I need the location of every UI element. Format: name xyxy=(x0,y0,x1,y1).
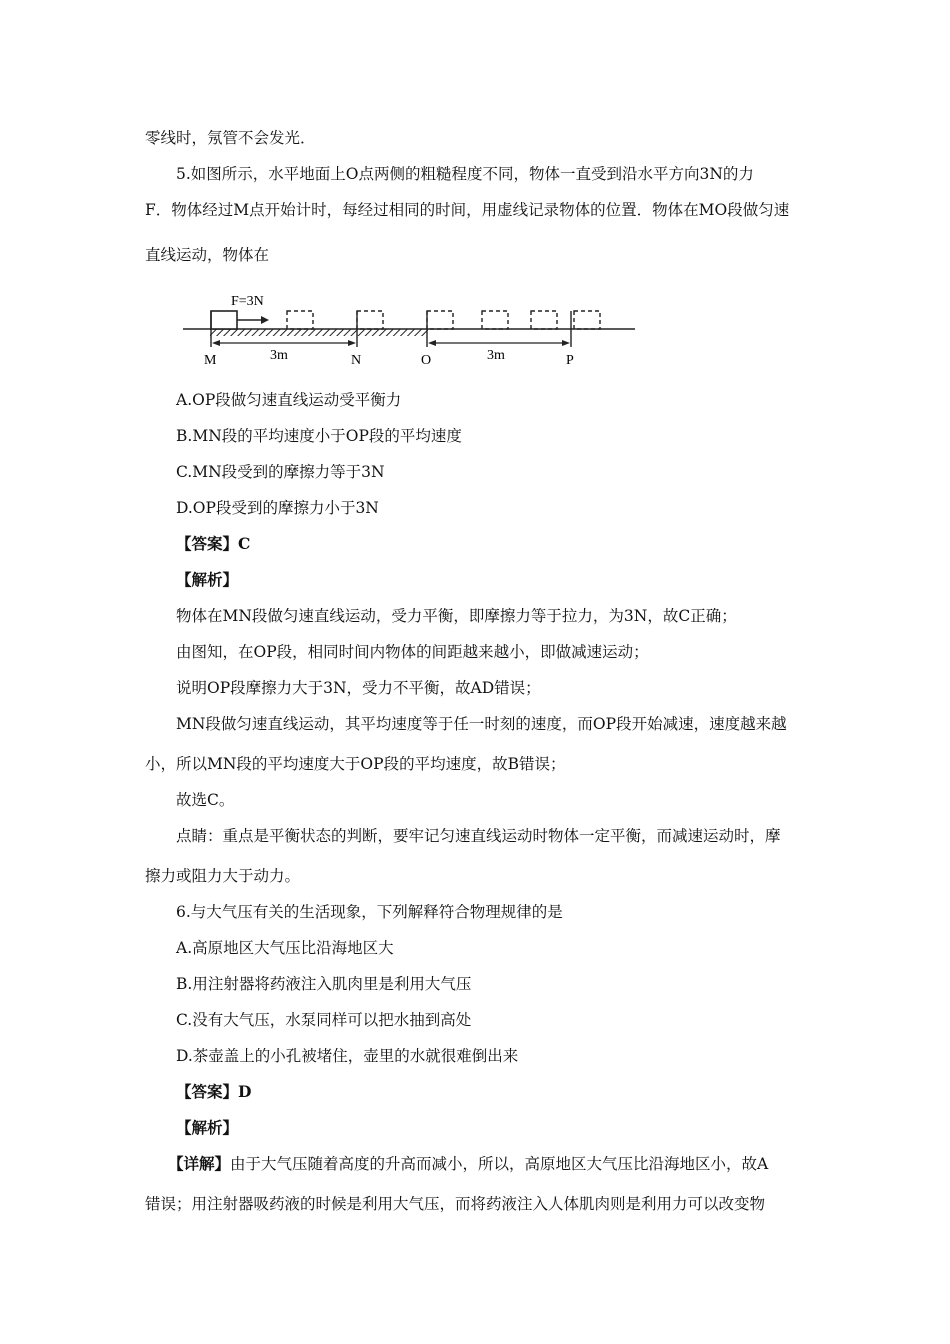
analysis-label: 【解析】 xyxy=(176,1118,239,1137)
force-label: F=3N xyxy=(231,294,264,309)
explanation-line: 物体在MN段做匀速直线运动，受力平衡，即摩擦力等于拉力，为3N，故C正确； xyxy=(176,607,737,625)
dashed-position xyxy=(482,311,508,329)
text-line: 零线时，氖管不会发光． xyxy=(145,129,316,147)
explanation-line: 小，所以MN段的平均速度大于OP段的平均速度，故B错误； xyxy=(145,755,566,773)
rough-surface xyxy=(210,329,428,336)
explanation-line: 错误；用注射器吸药液的时候是利用大气压，而将药液注入人体肌肉则是利用力可以改变物 xyxy=(145,1195,766,1213)
option-c: C.没有大气压，水泵同样可以把水抽到高处 xyxy=(176,1011,472,1029)
answer-label: 【答案】D xyxy=(176,1082,252,1101)
option-d: D.茶壶盖上的小孔被堵住，壶里的水就很难倒出来 xyxy=(176,1047,519,1065)
dashed-position xyxy=(287,311,313,329)
dashed-position xyxy=(574,311,600,329)
detail-label: 【详解】 xyxy=(168,1154,231,1173)
explanation-line: 由图知，在OP段，相同时间内物体的间距越来越小，即做减速运动； xyxy=(176,643,649,661)
arrowhead xyxy=(348,340,356,346)
force-arrowhead xyxy=(261,316,269,324)
arrowhead xyxy=(428,340,436,346)
tip-line: 点睛：重点是平衡状态的判断，要牢记匀速直线运动时物体一定平衡，而减速运动时，摩 xyxy=(176,827,781,845)
motion-diagram xyxy=(175,285,645,370)
dashed-position xyxy=(357,311,383,329)
option-b: B.MN段的平均速度小于OP段的平均速度 xyxy=(176,427,462,445)
option-b: B.用注射器将药液注入肌肉里是利用大气压 xyxy=(176,975,472,993)
option-c: C.MN段受到的摩擦力等于3N xyxy=(176,463,385,481)
text-line: 直线运动，物体在 xyxy=(145,246,270,264)
explanation-line: 说明OP段摩擦力大于3N，受力不平衡，故AD错误； xyxy=(176,679,541,697)
explanation-line: 故选C。 xyxy=(176,791,235,809)
option-a: A.高原地区大气压比沿海地区大 xyxy=(176,939,394,957)
explanation-line xyxy=(168,1154,768,1174)
point-label-o: O xyxy=(421,353,432,368)
tip-line: 擦力或阻力大于动力。 xyxy=(145,867,301,885)
explanation-line: MN段做匀速直线运动，其平均速度等于任一时刻的速度，而OP段开始减速，速度越来越 xyxy=(176,715,787,733)
block xyxy=(211,311,237,329)
point-label-m: M xyxy=(204,353,217,368)
distance-label-mn: 3m xyxy=(270,348,288,363)
arrowhead xyxy=(212,340,220,346)
arrowhead xyxy=(562,340,570,346)
distance-label-op: 3m xyxy=(487,348,505,363)
answer-label: 【答案】C xyxy=(176,534,251,553)
option-d: D.OP段受到的摩擦力小于3N xyxy=(176,499,379,517)
point-label-n: N xyxy=(351,353,362,368)
question-5-stem: 5.如图所示，水平地面上O点两侧的粗糙程度不同，物体一直受到沿水平方向3N的力 xyxy=(176,165,754,183)
explanation-text: 由于大气压随着高度的升高而减小，所以，高原地区大气压比沿海地区小，故A xyxy=(230,1155,769,1173)
option-a: A.OP段做匀速直线运动受平衡力 xyxy=(176,391,402,409)
dashed-position xyxy=(531,311,557,329)
text-line: F．物体经过M点开始计时，每经过相同的时间，用虚线记录物体的位置．物体在MO段做匀速 xyxy=(145,201,790,219)
dashed-position xyxy=(427,311,453,329)
analysis-label: 【解析】 xyxy=(176,570,239,589)
point-label-p: P xyxy=(566,353,574,368)
question-6-stem: 6.与大气压有关的生活现象，下列解释符合物理规律的是 xyxy=(176,903,563,921)
